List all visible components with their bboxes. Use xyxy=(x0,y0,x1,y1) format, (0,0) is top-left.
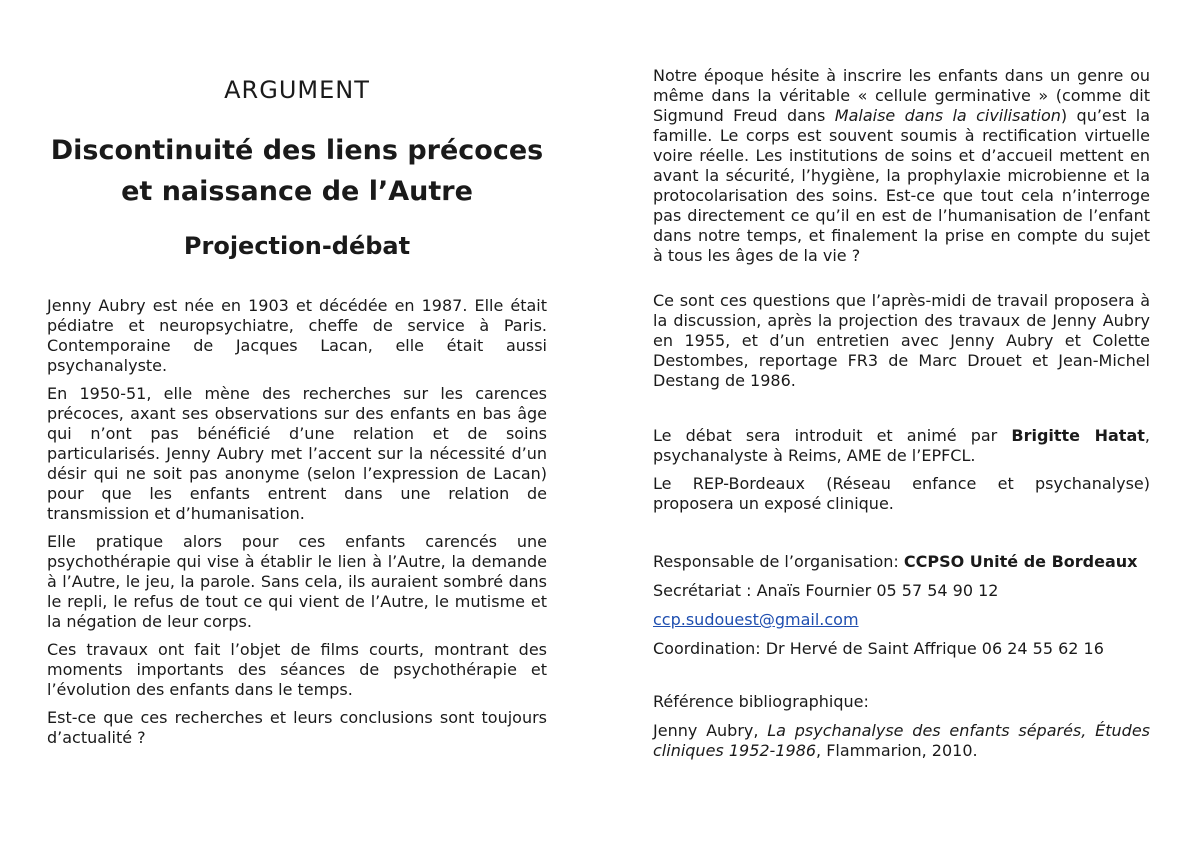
left-body xyxy=(47,296,547,748)
organizer-value: CCPSO Unité de Bordeaux xyxy=(903,552,1138,571)
title-line-2: et naissance de l’Autre xyxy=(121,176,473,207)
reference-entry xyxy=(653,721,1150,761)
title-line-1: Discontinuité des liens précoces xyxy=(50,135,544,166)
paragraph: En 1950-51, elle mène des recherches sur les carences précoces, axant ses observations sur des enfants en bas âge qui n’ont pas bénéficié d’une relation et de soins particularisés. Jenny Aubry met l’accent sur la nécessité d’un désir qui ne soit pas anonyme (selon l’expression de Lacan) pour que les enfants entrent dans une relation de transmission et d’humanisation. xyxy=(47,384,547,523)
right-column xyxy=(653,66,1150,761)
text-run: Le débat sera introduit et animé par xyxy=(653,426,1012,445)
text-run: Notre époque hésite à inscrire les enfants dans un genre ou même dans la véritable « cellule germinative » (comme dit Sigmund Freud dans xyxy=(653,66,1150,125)
italic-title: Malaise dans la civilisation xyxy=(834,106,1061,125)
paragraph-rep: Le REP-Bordeaux (Réseau enfance et psychanalyse) proposera un exposé clinique. xyxy=(653,474,1150,513)
text-run: , psychanalyste à Reims, AME de l’EPFCL. xyxy=(653,426,1150,465)
paragraph-questions: Ce sont ces questions que l’après-midi de travail proposera à la discussion, après la projection des travaux de Jenny Aubry en 1955, et d’un entretien avec Jenny Aubry et Colette Destombes, reportage FR3 de Marc Drouet et Jean-Michel Destang de 1986. xyxy=(653,291,1150,390)
paragraph: Ces travaux ont fait l’objet de films courts, montrant des moments importants des séances de psychothérapie et l’évolution des enfants dans le temps. xyxy=(47,640,547,699)
reference-title: La psychanalyse des enfants séparés, Études cliniques 1952-1986 xyxy=(653,721,1151,760)
coordination-line: Coordination: Dr Hervé de Saint Affrique 06 24 55 62 16 xyxy=(653,639,1104,658)
reference-publisher: , Flammarion, 2010. xyxy=(816,741,978,760)
organizer-line xyxy=(653,547,1150,576)
secretariat-line: Secrétariat : Anaïs Fournier 05 57 54 90 12 xyxy=(653,581,999,600)
reference-label: Référence bibliographique: xyxy=(653,692,869,711)
organizer-label: Responsable de l’organisation: xyxy=(653,552,904,571)
paragraph: Jenny Aubry est née en 1903 et décédée en 1987. Elle était pédiatre et neuropsychiatre, cheffe de service à Paris. Contemporaine de Jacques Lacan, elle était aussi psychanalyste. xyxy=(47,296,547,375)
paragraph: Elle pratique alors pour ces enfants carencés une psychothérapie qui vise à établir le lien à l’Autre, la demande à l’Autre, le jeu, la parole. Sans cela, ils auraient sombré dans le repli, le refus de tout ce qui vient de l’Autre, le mutisme et la négation de leur corps. xyxy=(47,532,547,631)
argument-heading: ARGUMENT xyxy=(224,76,370,104)
paragraph-era xyxy=(653,66,1150,266)
speaker-name: Brigitte Hatat xyxy=(1011,426,1145,445)
email-link[interactable]: ccp.sudouest@gmail.com xyxy=(653,610,859,629)
main-title xyxy=(47,130,547,212)
left-column xyxy=(47,60,547,756)
reference-author: Jenny Aubry, xyxy=(653,721,768,740)
paragraph-debate xyxy=(653,426,1150,466)
contact-block xyxy=(653,547,1150,663)
subtitle: Projection-débat xyxy=(183,232,411,260)
text-run: ) qu’est la famille. Le corps est souvent soumis à rectification virtuelle voire réelle. Les institutions de soins et d’accueil mettent en avant la sécurité, l’hygiène, la prophylaxie microbienne et la protocolarisation des soins. Est-ce que tout cela n’interroge pas directement ce qu’il en est de l’humanisation de l’enfant dans notre temps, et finalement la prise en compte du sujet à tous les âges de la vie ? xyxy=(653,106,1151,265)
paragraph: Est-ce que ces recherches et leurs conclusions sont toujours d’actualité ? xyxy=(47,708,547,747)
